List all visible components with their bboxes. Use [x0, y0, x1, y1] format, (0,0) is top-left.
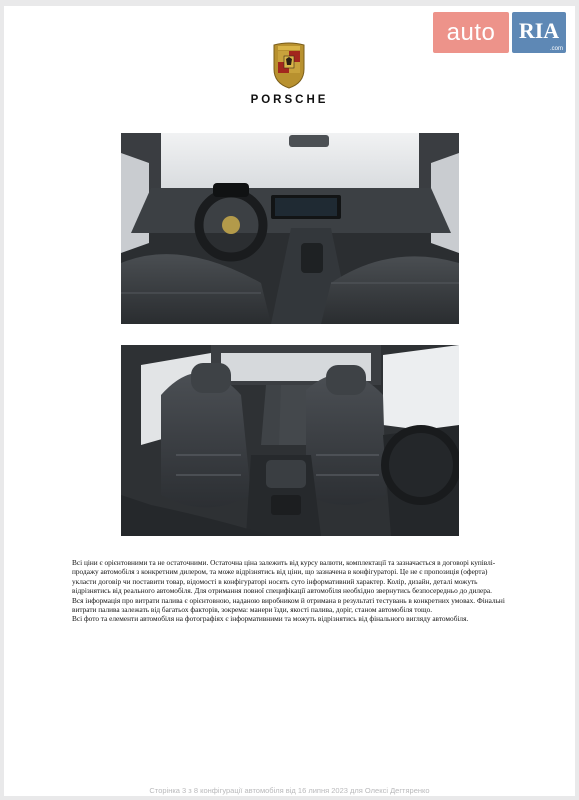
dashboard-interior-photo — [121, 133, 459, 324]
disclaimer-text — [72, 558, 508, 624]
watermark-domain: .com — [549, 46, 563, 52]
porsche-crest-icon — [271, 41, 307, 89]
autoria-watermark — [433, 12, 566, 54]
seats-interior-photo — [121, 345, 459, 536]
disclaimer-paragraph-prices: Всі ціни є орієнтовними та не остаточними. Остаточна ціна залежить від курсу валюти, комплектації та зазначається в договорі купівлі-продажу автомобіля з конкретним дилером, та може відрізнятись від ціни, що зазначена в конфігураторі. Це не є пропозиція (оферта) укласти договір чи поставити товар, відомості в конфігураторі носять суто інформативний характер. Колір, дизайн, деталі можуть відрізнятись від реального автомобіля. Для отримання повної специфікації автомобіля необхідно звернутись безпосередньо до дилера. — [72, 558, 496, 596]
disclaimer-paragraph-photos: Всі фото та елементи автомобіля на фотографіях є інформативними та можуть відрізнятись від фінального вигляду автомобіля. — [72, 614, 469, 624]
disclaimer-paragraph-fuel: Вся інформація про витрати палива є орієнтовною, наданою виробником й отримана в результаті тестувань в конкретних умовах. Фінальні витрати палива залежать від багатьох факторів, зокрема: манери їзди, якості палива, доріг, станом автомобіля тощо. — [72, 595, 505, 615]
watermark-ria-badge — [512, 12, 566, 53]
watermark-auto-label: auto — [433, 12, 509, 53]
brand-wordmark: PORSCHE — [250, 94, 329, 106]
watermark-ria-label: RIA — [518, 18, 560, 43]
page-footer: Сторінка 3 з 8 конфігурації автомобіля від 16 липня 2023 для Олексі Дегтяренко — [149, 786, 430, 795]
